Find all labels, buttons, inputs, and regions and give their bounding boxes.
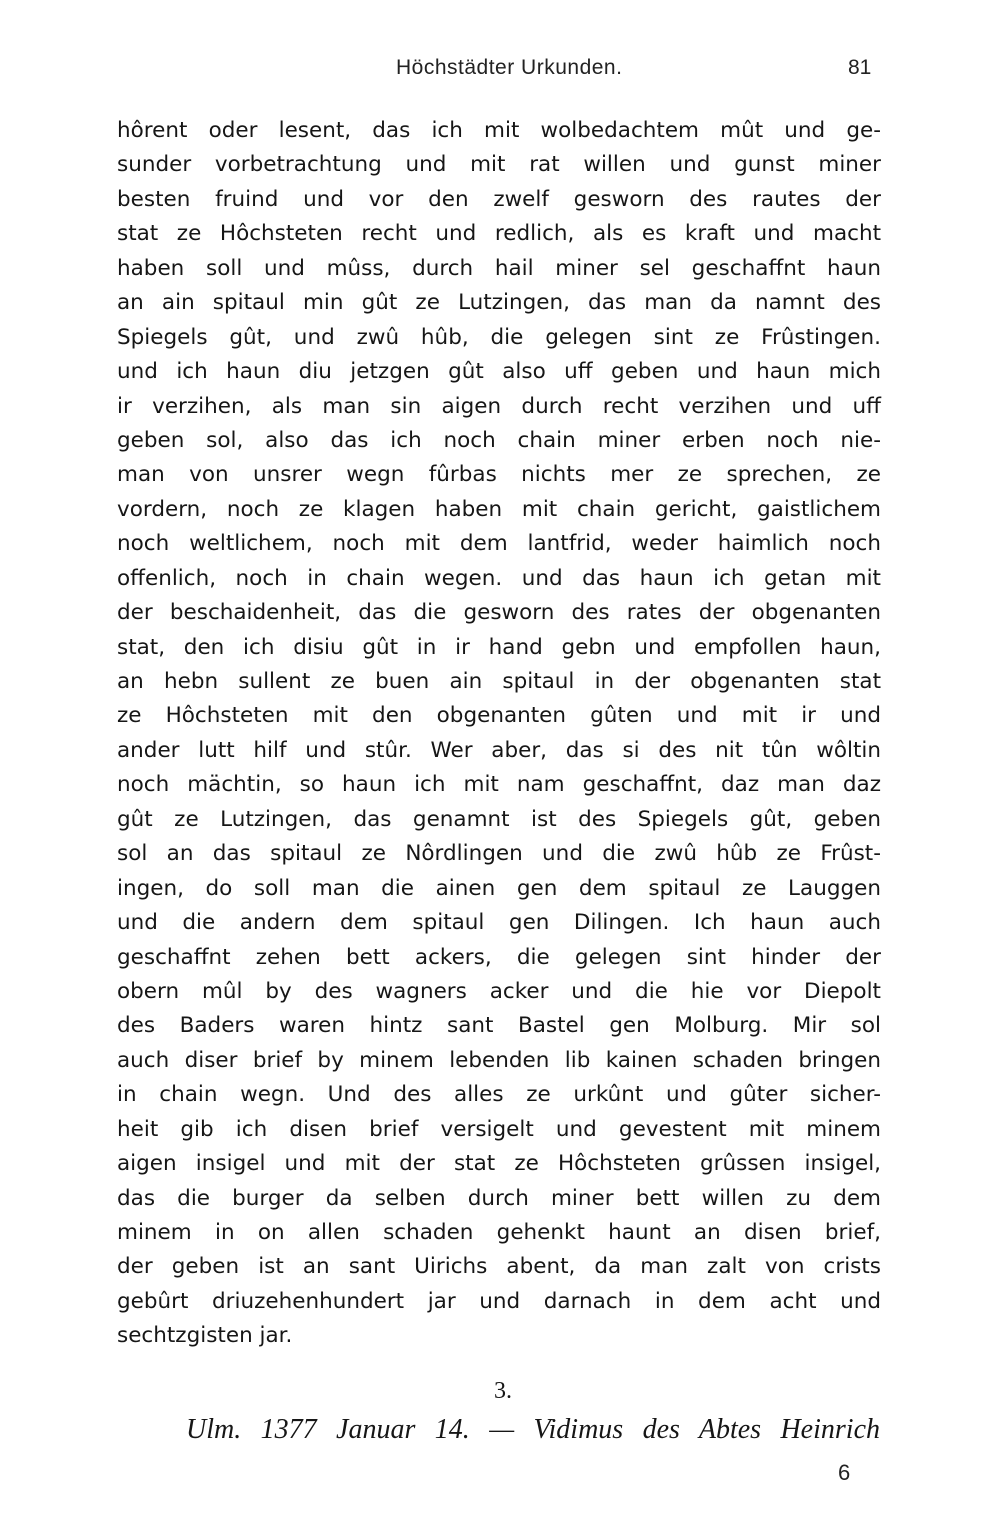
text-line: heit gib ich disen brief versigelt und gevestent mit minem bbox=[117, 1116, 881, 1142]
text-line: und ich haun diu jetzgen gût also uff geben und haun mich bbox=[117, 359, 881, 385]
running-title: Höchstädter Urkunden. bbox=[396, 56, 623, 79]
text-line: der beschaidenheit, das die gesworn des rates der obgenanten bbox=[117, 600, 881, 626]
text-line: der geben ist an sant Uirichs abent, da man zalt von crists bbox=[117, 1254, 881, 1280]
text-line: geschaffnt zehen bett ackers, die gelegen sint hinder der bbox=[117, 944, 881, 970]
text-line: Spiegels gût, und zwû hûb, die gelegen sint ze Frûstingen. bbox=[117, 324, 881, 350]
running-head bbox=[0, 56, 1000, 88]
text-line: gût ze Lutzingen, das genamnt ist des Spiegels gût, geben bbox=[117, 806, 881, 832]
text-line: vordern, noch ze klagen haben mit chain gericht, gaistlichem bbox=[117, 496, 881, 522]
text-line: man von unsrer wegn fûrbas nichts mer ze sprechen, ze bbox=[117, 462, 881, 488]
text-line: geben sol, also das ich noch chain miner erben noch nie- bbox=[117, 427, 881, 453]
text-line: hôrent oder lesent, das ich mit wolbedachtem mût und ge- bbox=[117, 118, 881, 143]
text-line: besten fruind und vor den zwelf gesworn des rautes der bbox=[117, 186, 881, 212]
text-line: sol an das spitaul ze Nôrdlingen und die zwû hûb ze Frûst- bbox=[117, 841, 881, 867]
text-line: gebûrt driuzehenhundert jar und darnach in dem acht und bbox=[117, 1288, 881, 1314]
text-line: offenlich, noch in chain wegen. und das haun ich getan mit bbox=[117, 565, 881, 591]
text-line: noch weltlichem, noch mit dem lantfrid, weder haimlich noch bbox=[117, 531, 881, 557]
text-line: auch diser brief by minem lebenden lib kainen schaden bringen bbox=[117, 1047, 881, 1073]
document-heading: Ulm. 1377 Januar 14. — Vidimus des Abtes Heinrich bbox=[186, 1414, 880, 1445]
text-line: aigen insigel und mit der stat ze Hôchsteten grûssen insigel, bbox=[117, 1151, 881, 1177]
text-line: haben soll und mûss, durch hail miner sel geschaffnt haun bbox=[117, 255, 881, 281]
text-line: ze Hôchsteten mit den obgenanten gûten und mit ir und bbox=[117, 703, 881, 729]
text-line: an hebn sullent ze buen ain spitaul in der obgenanten stat bbox=[117, 669, 881, 694]
text-line: ir verzihen, als man sin aigen durch recht verzihen und uff bbox=[117, 393, 881, 419]
charter-text bbox=[117, 114, 881, 1354]
text-line: an ain spitaul min gût ze Lutzingen, das man da namnt des bbox=[117, 290, 881, 316]
text-line: stat, den ich disiu gût in ir hand gebn und empfollen haun, bbox=[117, 634, 881, 660]
text-line: stat ze Hôchsteten recht und redlich, als es kraft und macht bbox=[117, 221, 881, 247]
text-line: des Baders waren hintz sant Bastel gen Molburg. Mir sol bbox=[117, 1013, 881, 1039]
text-line: in chain wegn. Und des alles ze urkûnt und gûter sicher- bbox=[117, 1082, 881, 1108]
text-line: ander lutt hilf und stûr. Wer aber, das si des nit tûn wôltin bbox=[117, 737, 881, 763]
text-line: noch mächtin, so haun ich mit nam geschaffnt, daz man daz bbox=[117, 772, 881, 798]
page-number: 81 bbox=[848, 56, 872, 79]
text-line: und die andern dem spitaul gen Dilingen. Ich haun auch bbox=[117, 910, 881, 936]
text-line: das die burger da selben durch miner bett willen zu dem bbox=[117, 1185, 881, 1211]
text-line: sunder vorbetrachtung und mit rat willen und gunst miner bbox=[117, 152, 881, 178]
text-line: minem in on allen schaden gehenkt haunt an disen brief, bbox=[117, 1220, 881, 1245]
signature-mark: 6 bbox=[838, 1460, 851, 1485]
text-line: sechtzgisten jar. bbox=[117, 1323, 293, 1349]
section-number: 3. bbox=[494, 1378, 512, 1404]
text-line: ingen, do soll man die ainen gen dem spitaul ze Lauggen bbox=[117, 875, 881, 901]
text-line: obern mûl by des wagners acker und die hie vor Diepolt bbox=[117, 978, 881, 1004]
